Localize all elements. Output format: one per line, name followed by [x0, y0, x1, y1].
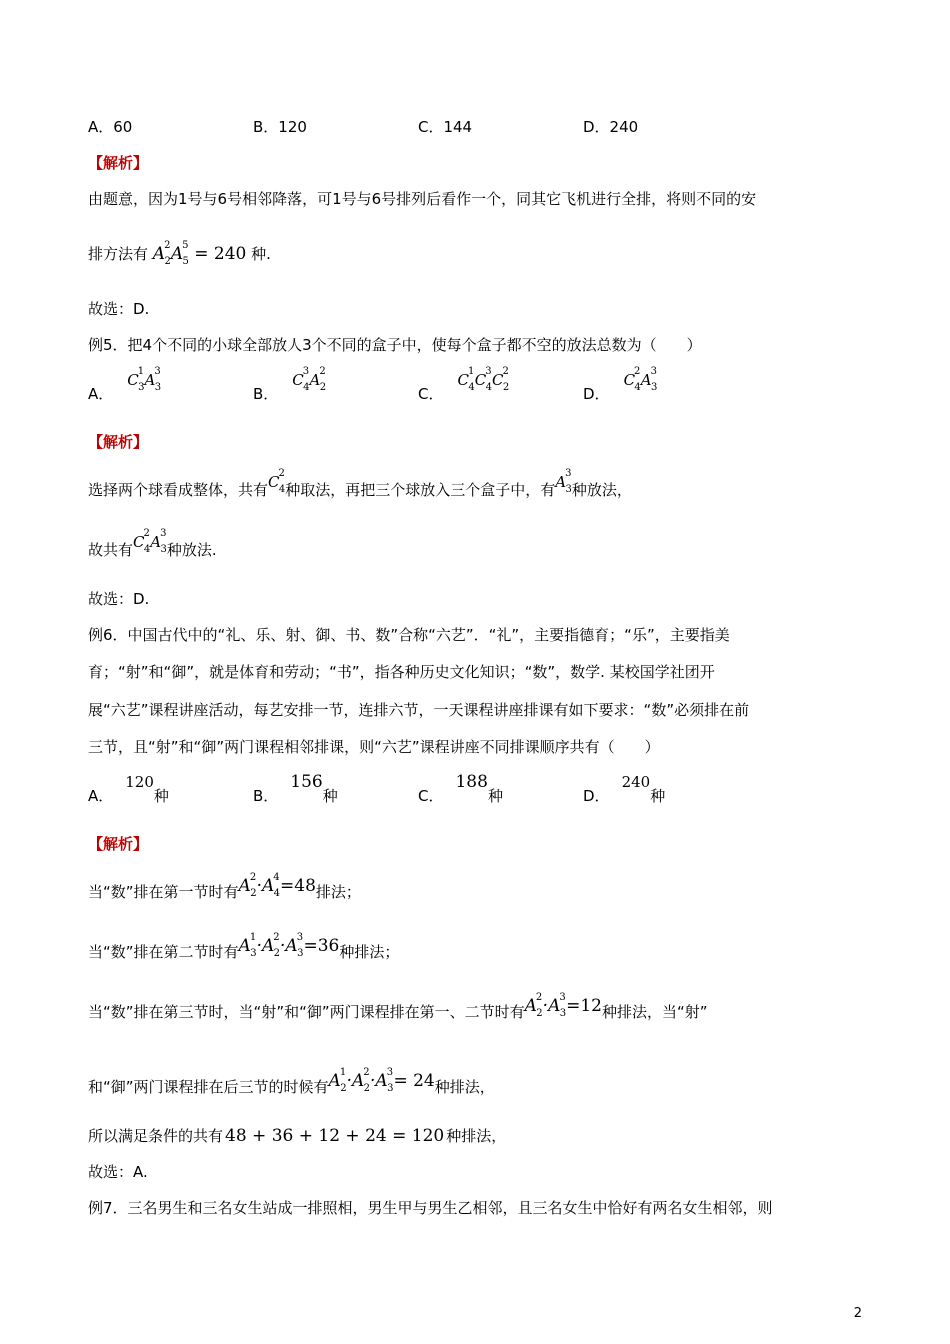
q6-option-a: A．120种 — [88, 773, 169, 805]
option-d: D．240 — [583, 118, 639, 136]
q5-option-b: B．$C^3_4A^2_2$ — [253, 366, 327, 403]
option-c: C．144 — [418, 118, 473, 136]
q6-stem-4: 三节，且“射”和“御”两门课程相邻排课，则“六艺”课程讲座不同排课顺序共有（ ） — [88, 738, 660, 756]
q5-answer: 故选：D. — [88, 590, 150, 608]
q6-sol-3: 当“数”排在第三节时，当“射”和“御”两门课程排在第一、二节时有$A^2_2\cdot A^3_3=12$种排法，当“射” — [88, 992, 708, 1021]
q6-option-c: C．188种 — [418, 772, 503, 805]
q6-sol-1: 当“数”排在第一节时有$A^2_2\cdot A^4_4=48$排法； — [88, 872, 361, 901]
q4-formula: $A^2_2A^5_5 = 240$ — [152, 240, 247, 267]
option-a: A．60 — [88, 118, 133, 136]
q6-sol-5: 所以满足条件的共有 48 + 36 + 12 + 24 = 120 种排法， — [88, 1126, 507, 1146]
q5-stem: 例5．把4个不同的小球全部放人3个不同的盒子中，使每个盒子都不空的放法总数为（ ） — [88, 336, 702, 354]
q6-sol-2: 当“数”排在第二节时有$A^1_3\cdot A^2_2\cdot A^3_3=36$种排法； — [88, 932, 400, 961]
jiexi-label: 【解析】 — [88, 433, 149, 451]
q4-line2-pre: 排方法有 — [88, 245, 149, 263]
q5-option-c: C．$C^1_4C^3_4C^2_2$ — [418, 366, 510, 403]
q5-solution-line2: 故共有$C^2_4A^3_3$种放法. — [88, 528, 217, 559]
q6-stem-1: 例6．中国古代中的“礼、乐、射、御、书、数”合称“六艺”．“礼”，主要指德育；“乐”，主要指美 — [88, 626, 730, 644]
q5-option-d: D．$C^2_4A^3_3$ — [583, 366, 658, 403]
q4-answer: 故选：D. — [88, 300, 150, 318]
q6-stem-2: 育；“射”和“御”，就是体育和劳动；“书”，指各种历史文化知识；“数”，数学. 某校国学社团开 — [88, 663, 715, 681]
q5-option-a: A．$C^1_3A^3_3$ — [88, 366, 162, 403]
q6-answer: 故选：A. — [88, 1163, 148, 1181]
q6-stem-3: 展“六艺”课程讲座活动，每艺安排一节，连排六节，一天课程讲座排课有如下要求：“数”必须排在前 — [88, 701, 750, 719]
q6-option-b: B．156种 — [253, 772, 338, 805]
q4-line2-post: 种. — [251, 245, 271, 263]
jiexi-label: 【解析】 — [88, 154, 149, 172]
q4-solution-line2 — [88, 240, 271, 267]
option-b: B．120 — [253, 118, 307, 136]
jiexi-label: 【解析】 — [88, 835, 149, 853]
q6-option-d: D．240种 — [583, 773, 666, 805]
q5-solution-line1: 选择两个球看成整体，共有$C^2_4$种取法，再把三个球放入三个盒子中，有$A^3_3$种放法， — [88, 468, 632, 499]
q4-solution-line1: 由题意，因为1号与6号相邻降落，可1号与6号排列后看作一个，同其它飞机进行全排，将则不同的安 — [88, 190, 757, 208]
q6-sol-4: 和“御”两门课程排在后三节的时候有$A^1_2\cdot A^2_2\cdot A^3_3= 24$种排法， — [88, 1067, 495, 1096]
q7-stem-1: 例7．三名男生和三名女生站成一排照相，男生甲与男生乙相邻，且三名女生中恰好有两名女生相邻，则 — [88, 1199, 773, 1217]
page-number: 2 — [853, 1306, 862, 1321]
